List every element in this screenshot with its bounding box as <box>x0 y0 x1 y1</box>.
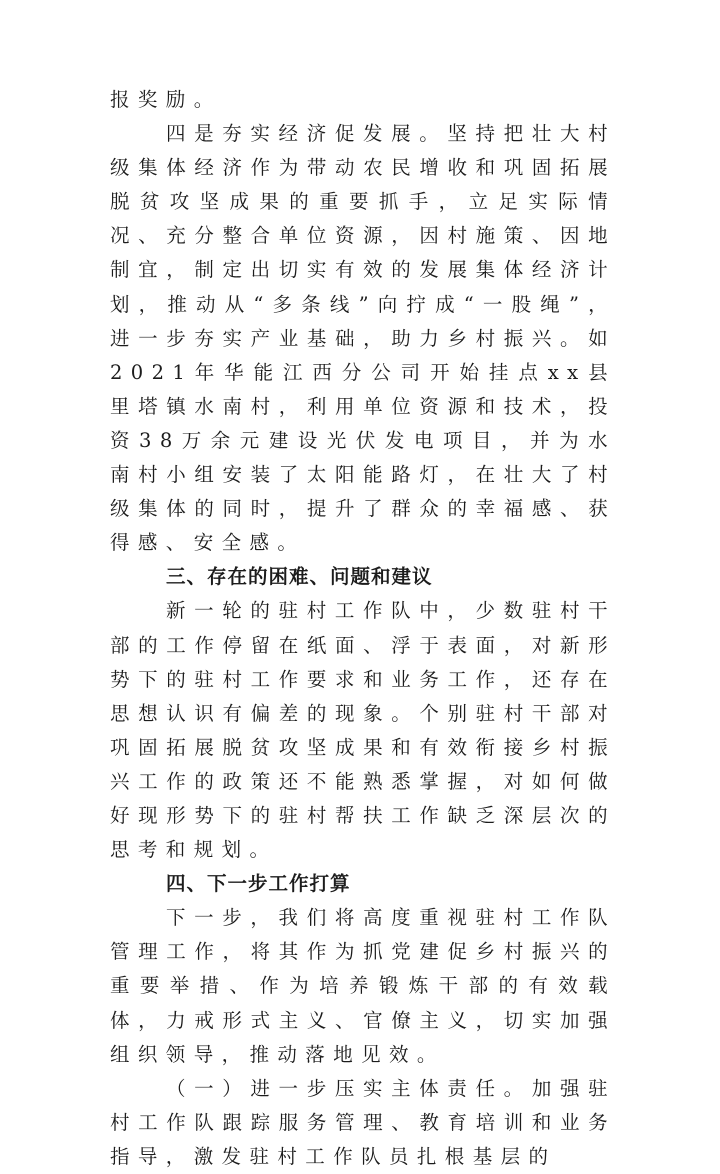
paragraph-responsibility: （一）进一步压实主体责任。加强驻村工作队跟踪服务管理、教育培训和业务指导，激发驻村工作队员扎根基层的 <box>110 1076 616 1168</box>
document-body <box>110 83 616 1174</box>
paragraph-difficulties: 新一轮的驻村工作队中，少数驻村干部的工作停留在纸面、浮于表面，对新形势下的驻村工作要求和业务工作，还存在思想认识有偏差的现象。个别驻村干部对巩固拓展脱贫攻坚成果和有效衔接乡村振兴工作的政策还不能熟悉掌握，对如何做好现形势下的驻村帮扶工作缺乏深层次的思考和规划。 <box>110 599 616 862</box>
paragraph-reward-end: 报奖励。 <box>110 88 222 111</box>
heading-difficulties: 三、存在的困难、问题和建议 <box>166 565 433 589</box>
paragraph-economy: 四是夯实经济促发展。坚持把壮大村级集体经济作为带动农民增收和巩固拓展脱贫攻坚成果的重要抓手，立足实际情况、充分整合单位资源，因村施策、因地制宜，制定出切实有效的发展集体经济计划，推动从“多条线”向拧成“一股绳”，进一步夯实产业基础，助力乡村振兴。如2021年华能江西分公司开始挂点xx县里塔镇水南村，利用单位资源和技术，投资38万余元建设光伏发电项目，并为水南村小组安装了太阳能路灯，在壮大了村级集体的同时，提升了群众的幸福感、获得感、安全感。 <box>110 122 616 555</box>
paragraph-next-steps: 下一步，我们将高度重视驻村工作队管理工作，将其作为抓党建促乡村振兴的重要举措、作为培养锻炼干部的有效载体，力戒形式主义、官僚主义，切实加强组织领导，推动落地见效。 <box>110 906 616 1066</box>
heading-next-steps: 四、下一步工作打算 <box>166 872 351 896</box>
